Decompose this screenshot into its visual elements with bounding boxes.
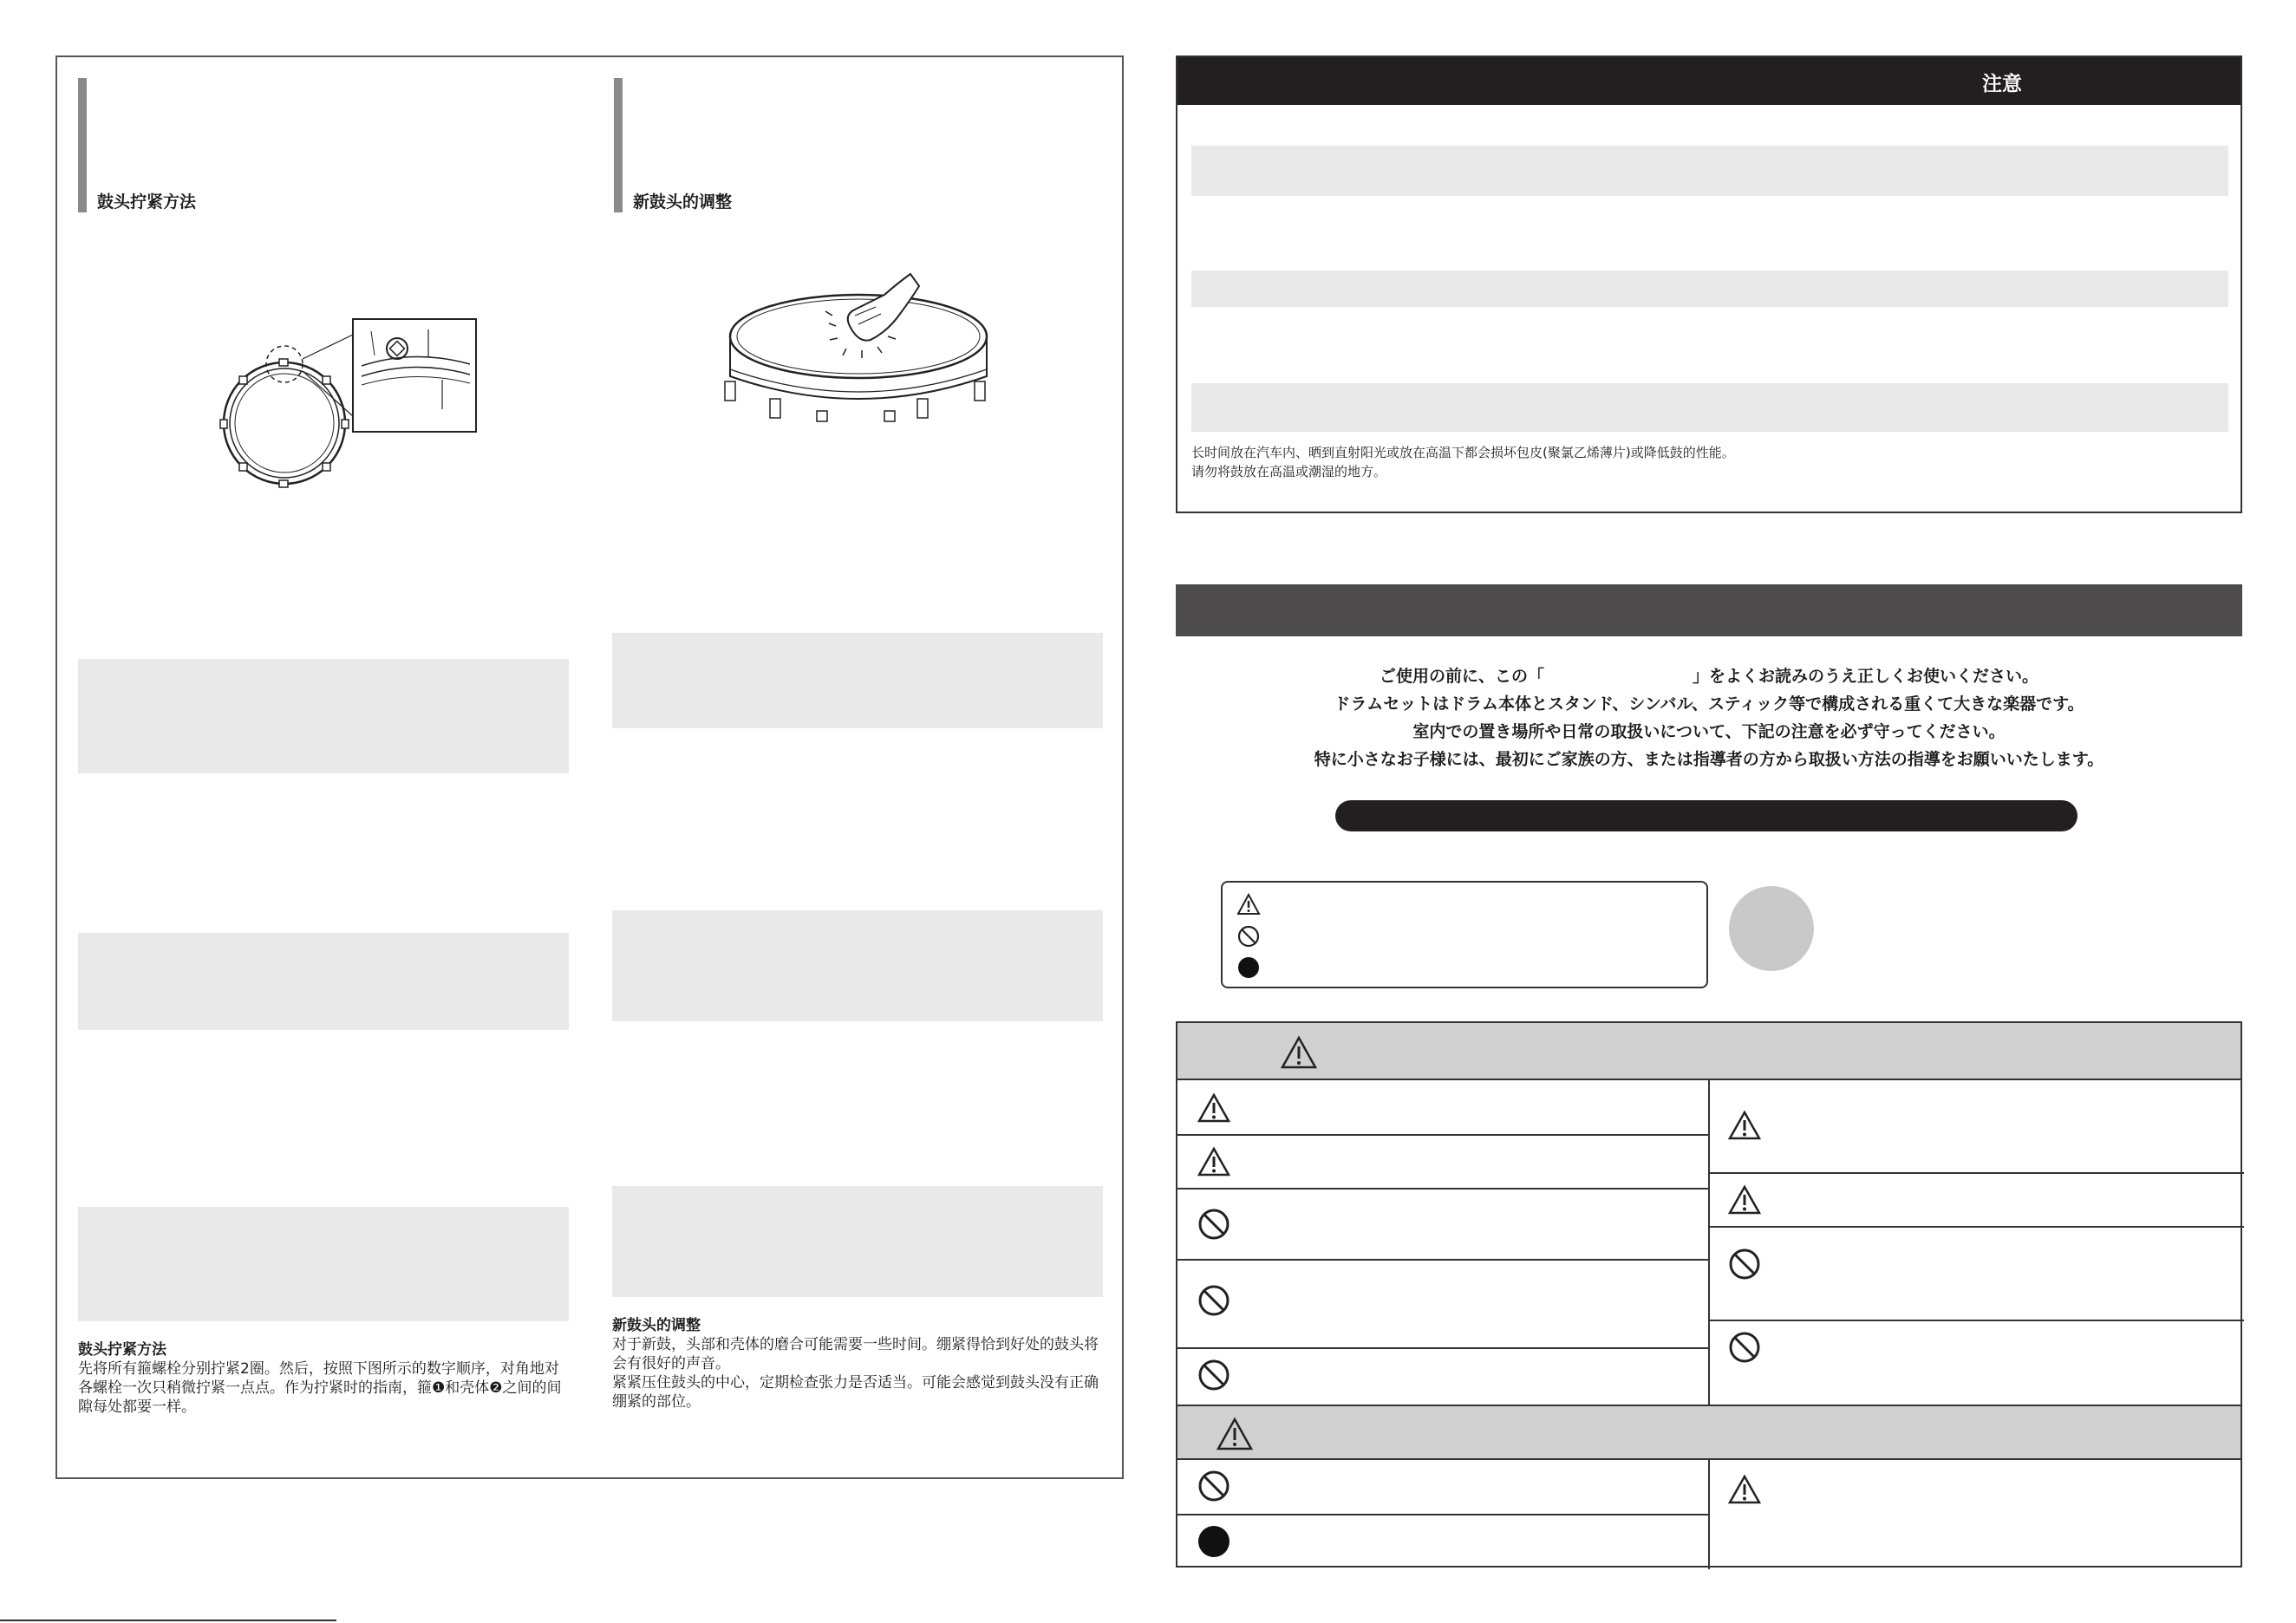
footer-rule (0, 1620, 336, 1621)
prohibited-icon (1236, 924, 1261, 948)
gray-text-block (78, 1207, 569, 1321)
table-divider (1177, 1347, 1708, 1349)
caution-triangle-icon (1727, 1474, 1762, 1505)
intro-line: 特に小さなお子様には、最初にご家族の方、または指導者の方から取扱い方法の指導をお願いいたします。 (1314, 750, 2104, 769)
table-divider (1177, 1188, 1708, 1190)
caution-triangle-icon (1197, 1092, 1231, 1124)
table-divider (1710, 1320, 2244, 1321)
caption-body: 对于新鼓，头部和壳体的磨合可能需要一些时间。绷紧得恰到好处的鼓头将会有很好的声音。 (612, 1336, 1099, 1372)
section-pill-banner (1335, 800, 2077, 831)
prohibited-icon (1197, 1283, 1231, 1318)
table-divider (1177, 1134, 1708, 1136)
mandatory-dot-icon (1197, 1524, 1231, 1559)
intro-line: 室内での置き場所や日常の取扱いについて、下記の注意を必ず守ってください。 (1412, 722, 2006, 741)
intro-line: ご使用の前に、この「 」をよくお読みのうえ正しくお使いください。 (1379, 667, 2038, 686)
gray-text-block (612, 633, 1103, 728)
caption-tightening (78, 1340, 571, 1417)
table-divider (1177, 1514, 1708, 1515)
caution-band (1177, 1405, 2241, 1460)
notice-title: 注意 (1982, 73, 2022, 95)
gray-circle-mark (1729, 886, 1814, 971)
caption-new-head (612, 1316, 1105, 1411)
section-accent-bar (78, 78, 87, 212)
table-divider (1708, 1080, 1710, 1405)
table-divider (1710, 1226, 2244, 1228)
gray-text-block (78, 659, 569, 773)
caption-title: 新鼓头的调整 (612, 1317, 701, 1334)
warning-table (1176, 1021, 2242, 1568)
notice-header (1177, 57, 2241, 105)
drum-hoop-illustration (166, 262, 496, 548)
gray-text-block (78, 933, 569, 1030)
prohibited-icon (1197, 1207, 1231, 1242)
gray-text-block (612, 1186, 1103, 1297)
notice-line: 请勿将鼓放在高温或潮湿的地方。 (1191, 464, 1387, 479)
gray-text-block (1191, 146, 2228, 196)
caption-body: 紧紧压住鼓头的中心，定期检查张力是否适当。可能会感觉到鼓头没有正确绷紧的部位。 (612, 1374, 1099, 1411)
section-header-band (1176, 584, 2242, 636)
hand-pressing-drum-illustration (714, 265, 1001, 482)
intro-line: ドラムセットはドラム本体とスタンド、シンバル、スティック等で構成される重くて大きな楽器です。 (1334, 694, 2084, 714)
table-divider (1710, 1172, 2244, 1174)
table-divider (1177, 1259, 1708, 1261)
notice-line: 长时间放在汽车内、晒到直射阳光或放在高温下都会损坏包皮(聚氯乙烯薄片)或降低鼓的性能。 (1191, 445, 1735, 460)
caution-triangle-icon (1727, 1110, 1762, 1141)
caption-body: 先将所有箍螺栓分别拧紧2圈。然后，按照下图所示的数字顺序，对角地对各螺栓一次只稍微拧紧一点点。作为拧紧时的指南，箍❶和壳体❷之间的间隙每处都要一样。 (78, 1360, 562, 1416)
caution-triangle-icon (1197, 1146, 1231, 1177)
notice-box (1176, 55, 2242, 513)
mandatory-dot-icon (1236, 955, 1261, 980)
prohibited-icon (1727, 1247, 1762, 1281)
symbol-legend-box (1221, 881, 1708, 988)
caution-triangle-icon (1727, 1184, 1762, 1216)
gray-text-block (612, 910, 1103, 1021)
left-panel (55, 55, 1124, 1479)
warning-band (1177, 1023, 2241, 1080)
prohibited-icon (1727, 1330, 1762, 1365)
section-title-tightening: 鼓头拧紧方法 (97, 192, 197, 212)
caution-triangle-icon (1280, 1035, 1318, 1070)
gray-text-block (1191, 383, 2228, 432)
section-title-new-head: 新鼓头的调整 (633, 192, 733, 212)
caption-title: 鼓头拧紧方法 (78, 1341, 166, 1359)
section-accent-bar (614, 78, 623, 212)
prohibited-icon (1197, 1358, 1231, 1392)
prohibited-icon (1197, 1469, 1231, 1503)
table-divider (1708, 1460, 1710, 1569)
gray-text-block (1191, 270, 2228, 307)
caution-triangle-icon (1236, 893, 1261, 916)
caution-triangle-icon (1216, 1417, 1254, 1451)
